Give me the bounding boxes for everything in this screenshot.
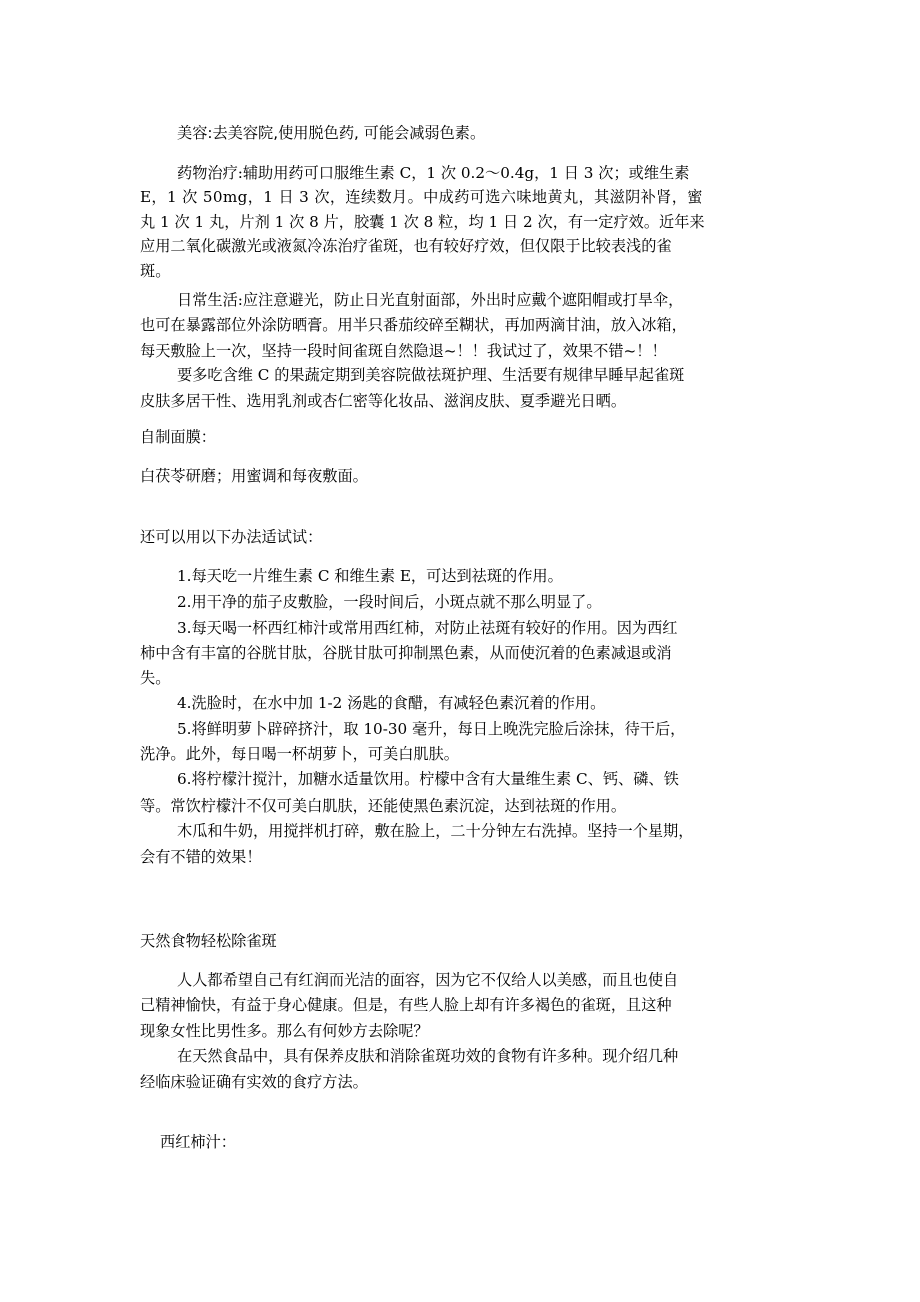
text-line: E，1 次 50mg，1 日 3 次，连续数月。中成药可选六味地黄丸，其滋阴补肾，蜜 (140, 188, 703, 206)
text-line: 丸 1 次 1 丸，片剂 1 次 8 片，胶囊 1 次 8 粒，均 1 日 2 次，有一定疗效。近年来 (140, 213, 705, 231)
text-line: 每天敷脸上一次，坚持一段时间雀斑自然隐退~！！我试过了，效果不错~！！ (140, 342, 667, 360)
text-line: 经临床验证确有实效的食疗方法。 (140, 1073, 368, 1091)
heading-other-methods: 还可以用以下办法适试试： (140, 528, 323, 546)
text-line: 洗净。此外，每日喝一杯胡萝卜，可美白肌肤。 (140, 745, 459, 763)
text-line: 应用二氧化碳激光或液氮冷冻治疗雀斑，也有较好疗效，但仅限于比较表浅的雀 (140, 237, 672, 255)
text-line-drug-therapy: 药物治疗:辅助用药可口服维生素 C，1 次 0.2～0.4g，1 日 3 次；或维生素 (177, 164, 690, 182)
list-item-3: 3.每天喝一杯西红柿汁或常用西红柿，对防止祛斑有较好的作用。因为西红 (177, 619, 678, 637)
list-item-5: 5.将鲜明萝卜辟碎挤汁，取 10-30 毫升，每日上晚洗完脸后涂抹，待干后， (177, 720, 686, 738)
list-item-1: 1.每天吃一片维生素 C 和维生素 E，可达到祛斑的作用。 (177, 567, 563, 585)
heading-homemade-mask: 自制面膜： (140, 428, 216, 446)
list-item-2: 2.用干净的茄子皮敷脸，一段时间后，小斑点就不那么明显了。 (177, 593, 602, 611)
text-line: 会有不错的效果！ (140, 848, 262, 866)
text-line: 斑。 (140, 262, 171, 280)
list-item-4: 4.洗脸时，在水中加 1-2 汤匙的食醋，有减轻色素沉着的作用。 (177, 694, 606, 712)
text-line-daily-life: 日常生活:应注意避光，防止日光直射面部，外出时应戴个遮阳帽或打旱伞， (177, 291, 684, 309)
text-line-papaya-milk: 木瓜和牛奶，用搅拌机打碎，敷在脸上，二十分钟左右洗掉。坚持一个星期， (177, 822, 694, 840)
text-line: 柿中含有丰富的谷胱甘肽，谷胱甘肽可抑制黑色素，从而使沉着的色素减退或消 (140, 644, 672, 662)
text-line-mask-recipe: 白茯苓研磨；用蜜调和每夜敷面。 (140, 467, 368, 485)
text-line-natural-food-intro: 在天然食品中，具有保养皮肤和消除雀斑功效的食物有许多种。现介绍几种 (177, 1047, 679, 1065)
heading-tomato-juice: 西红柿汁： (160, 1133, 236, 1151)
text-line: 己精神愉快，有益于身心健康。但是，有些人脸上却有许多褐色的雀斑，且这种 (140, 996, 672, 1014)
text-line-beauty-salon: 美容:去美容院,使用脱色药, 可能会减弱色素。 (177, 124, 486, 142)
text-line-vitamin-c: 要多吃含维 C 的果蔬定期到美容院做祛斑护理、生活要有规律早睡早起雀斑 (177, 366, 685, 384)
text-line: 也可在暴露部位外涂防晒膏。用半只番茄绞碎至糊状，再加两滴甘油，放入冰箱， (140, 316, 687, 334)
text-line: 等。常饮柠檬汁不仅可美白肌肤，还能使黑色素沉淀，达到祛斑的作用。 (140, 797, 626, 815)
text-line: 失。 (140, 669, 171, 687)
list-item-6: 6.将柠檬汁搅汁，加糖水适量饮用。柠檬中含有大量维生素 C、钙、磷、铁 (177, 770, 679, 788)
text-line: 皮肤多居干性、选用乳剂或杏仁密等化妆品、滋润皮肤、夏季避光日晒。 (140, 392, 626, 410)
text-line: 现象女性比男性多。那么有何妙方去除呢？ (140, 1022, 429, 1040)
text-line-intro: 人人都希望自己有红润而光洁的面容，因为它不仅给人以美感，而且也使自 (177, 971, 679, 989)
section-title-natural-foods: 天然食物轻松除雀斑 (140, 932, 277, 950)
